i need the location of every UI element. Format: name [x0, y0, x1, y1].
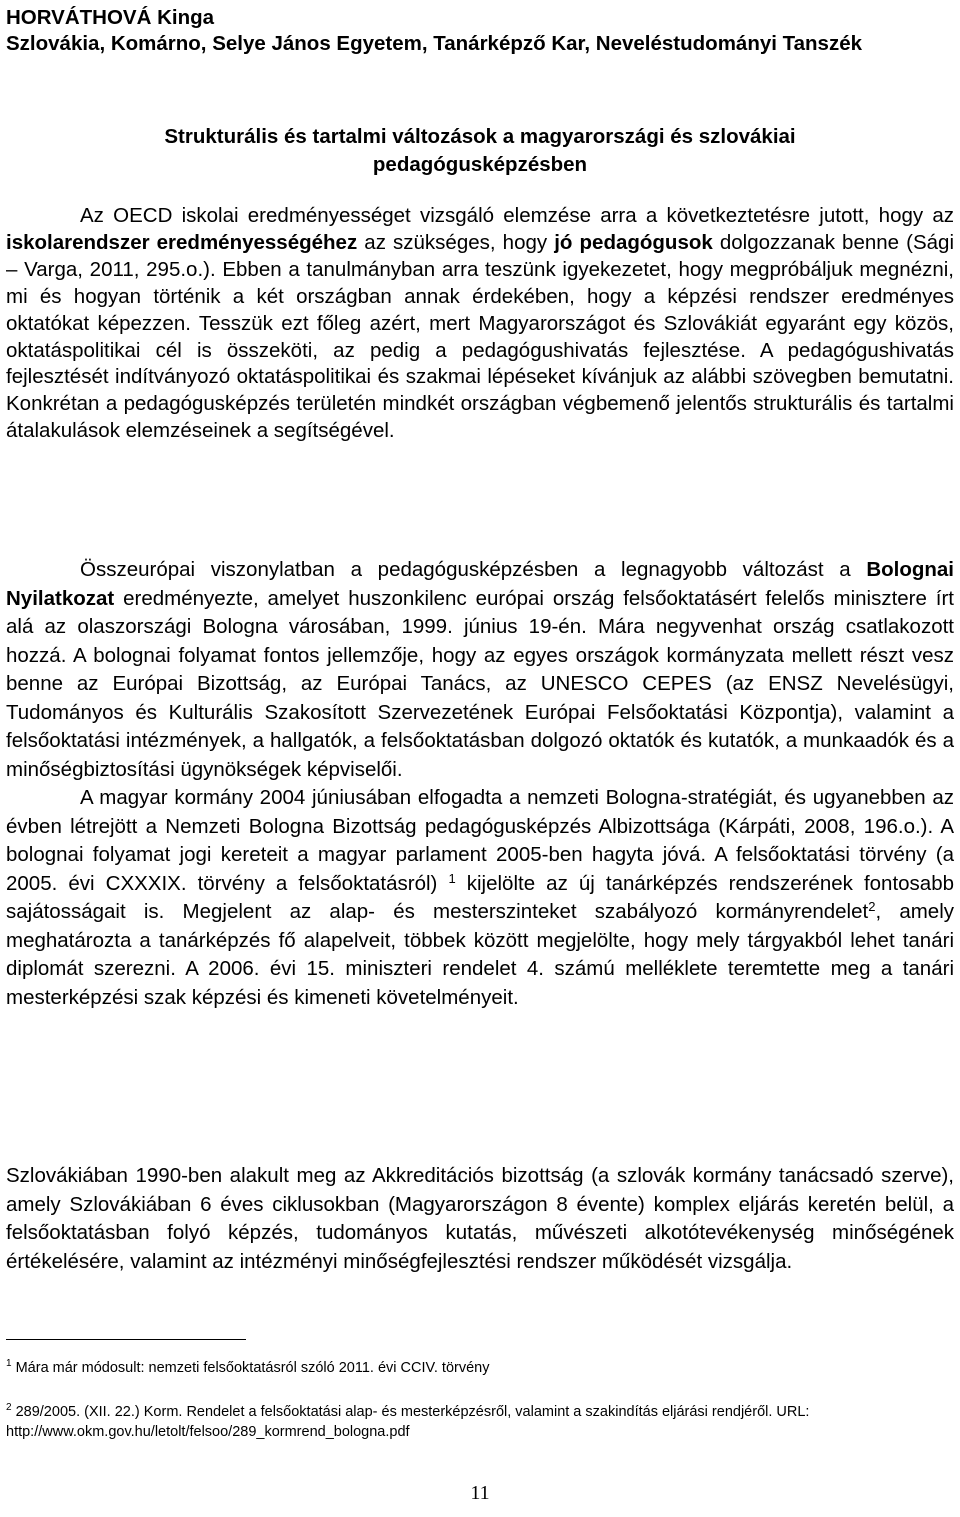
text-run: kijelölte az új tanárképzés rendszerének fontosabb sajátosságait is. Megjelent az alap- és mesterszinteket szabályozó kormányrendelet — [6, 871, 954, 923]
page-number: 11 — [470, 1482, 490, 1504]
bold-term: jó pedagógusok — [554, 230, 713, 254]
footnote-ref-1[interactable]: 1 — [448, 870, 456, 886]
text-run: Összeurópai viszonylatban a pedagógusképzésben a legnagyobb változást a — [80, 558, 867, 581]
footnote-ref-2[interactable]: 2 — [868, 899, 876, 914]
paper-title-line-1: Strukturális és tartalmi változások a magyarországi és szlovákiai — [164, 125, 796, 148]
text-run: , amely meghatározta a tanárképzés fő alapelveit, többek között megjelölte, hogy mely tárgyakból lehet tanári diplomát szerezni. A 2006. évi 15. miniszteri rendelet 4. számú melléklete teremtette meg a tanári mesterképzési szak képzési és kimeneti követelményeit. — [6, 900, 954, 1009]
paper-title — [0, 123, 960, 179]
text-run: Az OECD iskolai eredményességet vizsgáló elemzése arra a következtetésre jutott, hogy az — [80, 204, 954, 227]
footnote-2 — [6, 1402, 954, 1442]
paragraph-bologna-part-1 — [6, 556, 954, 784]
text-run: A magyar kormány 2004 júniusában elfogadta a nemzeti Bologna-stratégiát, és ugyanebben az évben létrejött a Nemzeti Bologna Bizottság pedagógusképzés Albizottsága (Kárpáti, 2008, 196.o.). A bolognai folyamat jogi kereteit a magyar parlament 2005-ben hagyta jóvá. A felsőoktatási törvény (a 2005. évi CXXXIX. törvény a felsőoktatásról) — [6, 786, 954, 895]
paragraph-bologna-part-2 — [6, 784, 954, 1012]
footnote-number: 1 — [6, 1358, 12, 1369]
text-run: dolgozzanak benne (Sági – Varga, 2011, 295.o.). Ebben a tanulmányban arra teszünk igyekezetet, hogy megpróbáljuk megnézni, mi és hogyan történik a két országban annak érdekében, hogy a képzési rendszer eredményes oktatókat képezzen. Tesszük ezt főleg azért, mert Magyarországot és Szlovákiát egyaránt egy közös, oktatáspolitikai cél is összeköti, az pedig a pedagógushivatás fejlesztése. A pedagógushivatás fejlesztését indítványozó oktatáspolitikai és szakmai lépéseket kívánjuk az alábbi szövegben bemutatni. Konkrétan a pedagógusképzés területén mindkét országban végbemenő jelentős strukturális és tartalmi átalakulások elemzéseinek a segítségével. — [6, 230, 955, 443]
paragraph-bologna — [6, 556, 954, 1012]
footnote-1 — [6, 1358, 954, 1378]
bold-term: Bolognai Nyilatkozat — [6, 558, 954, 610]
footnote-text: 289/2005. (XII. 22.) Korm. Rendelet a felsőoktatási alap- és mesterképzésről, valamint a szakindítás eljárási rendjéről. URL: http://www.okm.gov.hu/letolt/felsoo/289_kormrend_bologna.pdf — [6, 1404, 810, 1440]
footnote-text: Mára már módosult: nemzeti felsőoktatásról szóló 2011. évi CCIV. törvény — [11, 1360, 490, 1376]
footnote-number: 2 — [6, 1402, 12, 1413]
paragraph-intro — [6, 203, 954, 445]
paragraph-slovakia: Szlovákiában 1990-ben alakult meg az Akkreditációs bizottság (a szlovák kormány tanácsadó szerve), amely Szlovákiában 6 éves ciklusokban (Magyarországon 8 évente) komplex eljárás keretén belül, a felsőoktatásban folyó képzés, tudományos kutatás, művészeti alkotótevékenység minőségének értékelésére, valamint az intézményi minőségfejlesztési rendszer működését vizsgálja. — [6, 1164, 954, 1273]
footnote-separator — [6, 1339, 246, 1340]
author-affiliation: Szlovákia, Komárno, Selye János Egyetem, Tanárképző Kar, Neveléstudományi Tanszék — [6, 32, 863, 55]
author-name: HORVÁTHOVÁ Kinga — [6, 6, 215, 29]
text-run: az szükséges, hogy — [357, 230, 555, 254]
paper-title-line-2: pedagógusképzésben — [372, 153, 588, 176]
bold-term: iskolarendszer eredményességéhez — [6, 230, 358, 254]
text-run: eredményezte, amelyet huszonkilenc európai ország felsőoktatásért felelős minisztere írt alá az olaszországi Bologna városában, 1999. június 19-én. Mára negyvenhat ország csatlakozott hozzá. A bolognai folyamat fontos jellemzője, hogy az egyes országok kormányzata mellett részt vesz benne az Európai Bizottság, az Európai Tanács, az UNESCO CEPES (az ENSZ Nevelésügyi, Tudományos és Kulturális Szakosított Szervezetének Európai Felsőoktatási Központja), valamint a felsőoktatási intézmények, a hallgatók, a felsőoktatásban dolgozó oktatók és kutatók, a munkaadók és a minőségbiztosítási ügynökségek képviselői. — [6, 586, 954, 781]
